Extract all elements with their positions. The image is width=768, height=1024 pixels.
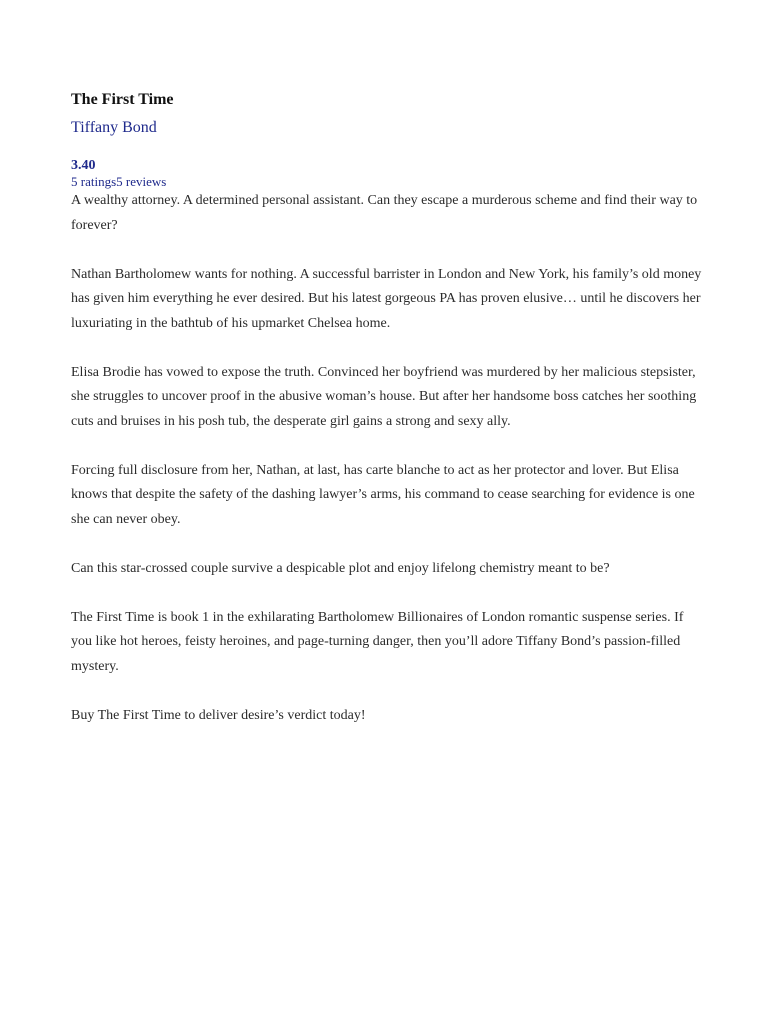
ratings-count-link[interactable]: 5 ratings (71, 174, 117, 189)
book-page (71, 88, 703, 753)
description-paragraph: Forcing full disclosure from her, Nathan, at last, has carte blanche to act as her protector and lover. But Elisa knows that despite the safety of the dashing lawyer’s arms, his command to cease searching for evidence is one she can never obey. (71, 462, 695, 527)
book-description (71, 189, 703, 728)
author-link[interactable]: Tiffany Bond (71, 119, 157, 136)
reviews-count-link[interactable]: 5 reviews (116, 174, 167, 189)
book-title: The First Time (71, 91, 174, 108)
description-paragraph: Elisa Brodie has vowed to expose the truth. Convinced her boyfriend was murdered by her malicious stepsister, she struggles to uncover proof in the abusive woman’s house. But after her handsome boss catches her soothing cuts and bruises in his posh tub, the desperate girl gains a strong and sexy ally. (71, 364, 697, 429)
description-paragraph: Can this star-crossed couple survive a despicable plot and enjoy lifelong chemistry meant to be? (71, 560, 610, 576)
average-rating: 3.40 (71, 158, 96, 173)
rating-counts (71, 175, 703, 189)
description-paragraph: Nathan Bartholomew wants for nothing. A successful barrister in London and New York, his family’s old money has given him everything he ever desired. But his latest gorgeous PA has proven elusive… until he discovers her luxuriating in the bathtub of his upmarket Chelsea home. (71, 266, 702, 331)
description-paragraph: A wealthy attorney. A determined personal assistant. Can they escape a murderous scheme and find their way to forever? (71, 193, 698, 233)
description-paragraph: The First Time is book 1 in the exhilarating Bartholomew Billionaires of London romantic suspense series. If you like hot heroes, feisty heroines, and page-turning danger, then you’ll adore Tiffany Bond’s passion-filled mystery. (71, 609, 684, 674)
description-paragraph: Buy The First Time to deliver desire’s verdict today! (71, 707, 366, 723)
